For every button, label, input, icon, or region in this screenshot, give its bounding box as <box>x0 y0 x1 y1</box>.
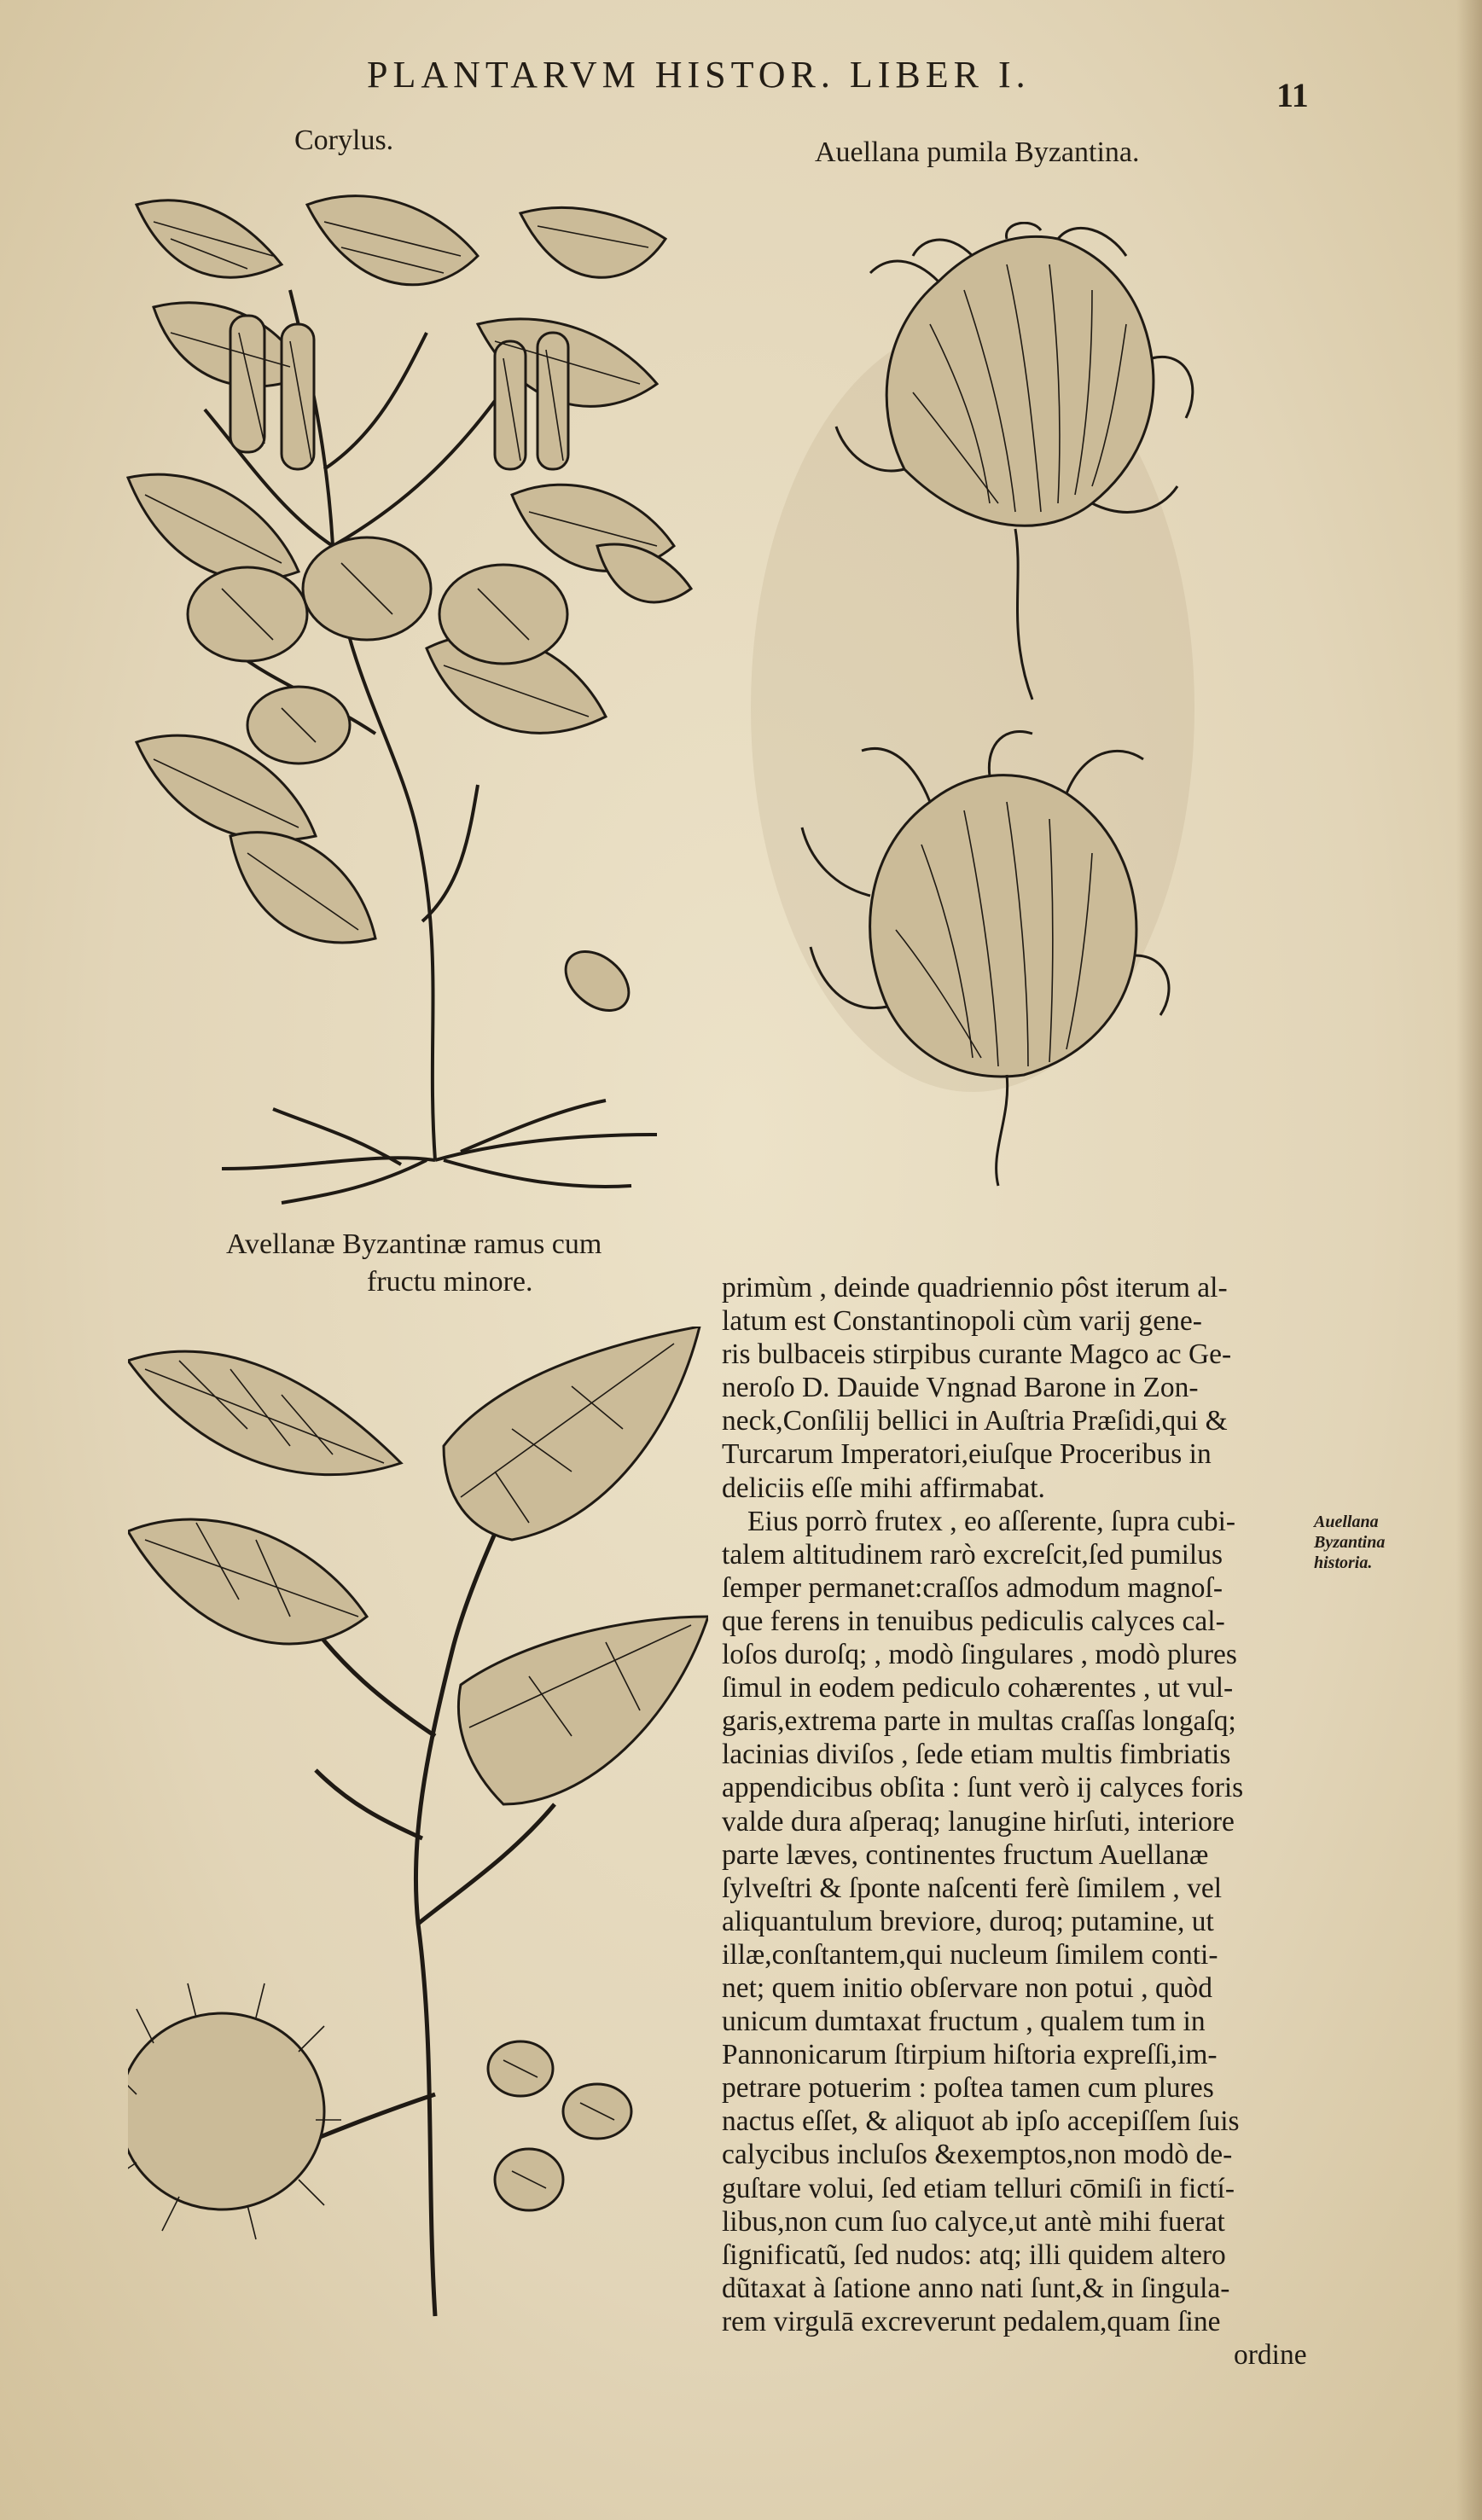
figure-caption-auellana-pumila: Auellana pumila Byzantina. <box>815 136 1140 168</box>
text-line: ſignificatũ, ſed nudos: atq; illi quidem altero <box>722 2238 1226 2271</box>
text-line: valde dura aſperaq; lanugine hirſuti, interiore <box>722 1805 1235 1838</box>
running-title: PLANTARVM HISTOR. LIBER I. <box>367 54 1031 96</box>
text-line: lacinias diviſos , ſede etiam multis fimbriatis <box>722 1739 1231 1771</box>
text-line: appendicibus obſita : ſunt verò ij calyces foris <box>722 1772 1244 1804</box>
text-line: aliquantulum breviore, duroq; putamine, ut <box>722 1905 1214 1937</box>
text-line: net; quem initio obſervare non potui , quòd <box>722 1971 1212 2004</box>
text-line: talem altitudinem rarò excreſcit,ſed pumilus <box>722 1538 1223 1571</box>
text-line: petrare potuerim : poſtea tamen cum plures <box>722 2072 1214 2105</box>
text-line: neroſo D. Dauide Vngnad Barone in Zon- <box>722 1372 1199 1404</box>
text-line: parte læves, continentes fructum Auellanæ <box>722 1838 1209 1871</box>
hazel-husk-woodcut-lower-icon <box>793 725 1177 1203</box>
hazel-husk-woodcut-upper-icon <box>819 222 1203 734</box>
text-line: unicum dumtaxat fructum , qualem tum in <box>722 2006 1206 2038</box>
marginal-note-line: Byzantina <box>1314 1533 1386 1552</box>
page-edge-shadow <box>1456 0 1482 2520</box>
text-line: libus,non cum ſuo calyce,ut antè mihi fuerat <box>722 2205 1225 2238</box>
text-line: guſtare volui, ſed etiam telluri cōmiſi in fictí- <box>722 2172 1235 2204</box>
text-line: calycibus incluſos &exemptos,non modò de- <box>722 2139 1233 2171</box>
catchword: ordine <box>1234 2339 1307 2371</box>
text-line: Eius porrò frutex , eo aſſerente, ſupra cubi- <box>747 1505 1236 1537</box>
text-line: illæ,conſtantem,qui nucleum ſimilem conti- <box>722 1938 1218 1971</box>
marginal-note-line: historia. <box>1314 1553 1373 1572</box>
text-line: rem virgulā excreverunt pedalem,quam ſine <box>722 2305 1221 2337</box>
text-line: Turcarum Imperatori,eiuſque Proceribus in <box>722 1438 1212 1471</box>
body-text-column <box>722 1271 1311 2372</box>
text-line: ſylveſtri & ſponte naſcenti ferè ſimilem , vel <box>722 1872 1223 1904</box>
text-line: Pannonicarum ſtirpium hiſtoria expreſſi,im- <box>722 2039 1218 2071</box>
text-line: que ferens in tenuibus pediculis calyces cal- <box>722 1605 1225 1637</box>
text-line: primùm , deinde quadriennio pôst iterum al- <box>722 1272 1228 1304</box>
text-line: deliciis eſſe mihi affirmabat. <box>722 1472 1045 1504</box>
text-line: latum est Constantinopoli cùm varij gene- <box>722 1305 1202 1338</box>
marginal-note <box>1314 1512 1467 1573</box>
figure-caption-ramus-line2: fructu minore. <box>367 1266 533 1298</box>
text-line: loſos duroſq; , modò ſingulares , modò plures <box>722 1639 1237 1671</box>
text-line: garis,extrema parte in multas craſſas longaſq; <box>722 1705 1236 1738</box>
text-line: ris bulbaceis stirpibus curante Magco ac Ge- <box>722 1338 1232 1371</box>
figure-caption-ramus: Avellanæ Byzantinæ ramus cum <box>226 1228 602 1260</box>
text-line: neck,Conſilij bellici in Auſtria Præſidi,qui & <box>722 1405 1228 1437</box>
text-line: nactus eſſet, & aliquot ab ipſo accepiſſem ſuis <box>722 2105 1240 2138</box>
hazel-branch-with-leaves-and-nuts-woodcut-icon <box>128 1327 708 2325</box>
marginal-note-line: Auellana <box>1314 1513 1379 1531</box>
figure-caption-corylus: Corylus. <box>294 125 394 156</box>
text-line: dũtaxat à ſatione anno nati ſunt,& in ſingula- <box>722 2272 1230 2304</box>
text-line: ſemper permanet:craſſos admodum magnoſ- <box>722 1571 1223 1604</box>
text-line: ſimul in eodem pediculo cohærentes , ut vul- <box>722 1672 1234 1704</box>
hazel-branch-with-catkins-woodcut-icon <box>119 188 700 1211</box>
page-number: 11 <box>1276 76 1309 114</box>
